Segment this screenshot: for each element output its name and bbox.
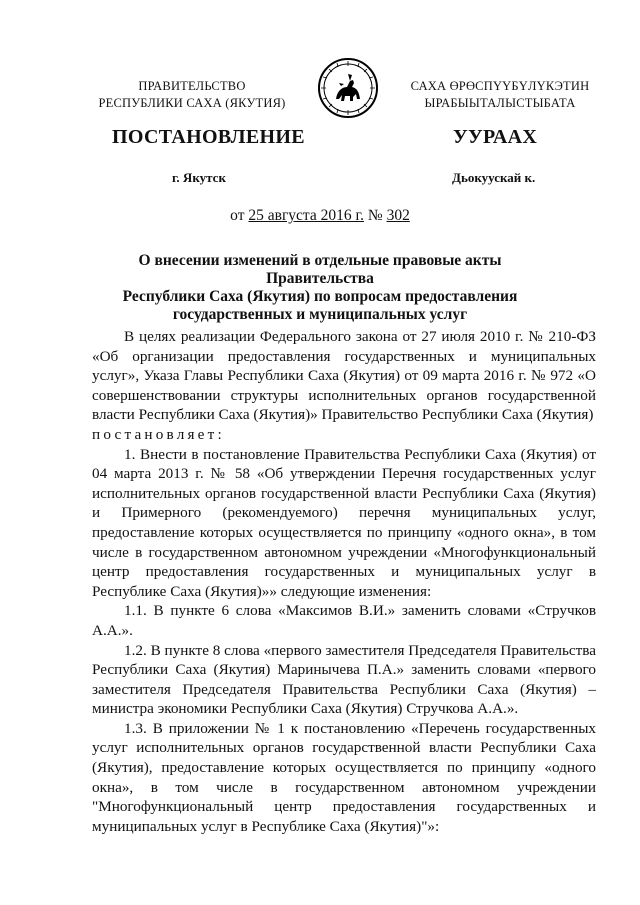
- header-right-line1: САХА ӨРӨСПҮҮБҮЛҮКЭТИН: [410, 79, 590, 93]
- item-1-paragraph: 1. Внести в постановление Правительства Республики Саха (Якутия) от 04 марта 2013 г. № 58 «Об утверждении Перечня государственных услуг исполнительных органов государственной власти Республики Саха (Якутия) и Примерного (рекомендуемого) перечня муниципальных услуг, предоставление которых осуществляется по принципу «одного окна», в том числе в государственном автономном учреждении «Многофункциональный центр предоставления государственных и муниципальных услуг в Республике Саха (Якутия)»» следующие изменения:: [92, 445, 596, 600]
- coat-of-arms-icon: [317, 57, 379, 119]
- header-left-line1: ПРАВИТЕЛЬСТВО: [138, 79, 246, 93]
- header-right-line2: ЫРАБЫЫТАЛЫСТЫБАТА: [424, 96, 576, 110]
- title-line-3: государственных и муниципальных услуг: [172, 306, 468, 323]
- date-prefix: от: [230, 207, 245, 224]
- title-line-2: Республики Саха (Якутия) по вопросам предоставления: [122, 288, 518, 305]
- item-1-2-paragraph: 1.2. В пункте 8 слова «первого заместителя Председателя Правительства Республики Саха (Якутия) Маринычева П.А.» заменить словами «первого заместителя Председателя Правительства Республики Саха (Якутия) – министра экономики Республики Саха (Якутия) Стручкова А.А.».: [92, 641, 596, 718]
- header-right-org: [400, 78, 600, 112]
- item-1-1-paragraph: 1.1. В пункте 6 слова «Максимов В.И.» заменить словами «Стручков А.А.».: [92, 602, 596, 639]
- document-body: [92, 327, 596, 836]
- document-title: [90, 252, 550, 324]
- document-date: 25 августа 2016 г.: [248, 207, 365, 224]
- city-sah: Дьокуускай к.: [452, 170, 536, 185]
- document-number: 302: [386, 207, 410, 224]
- date-line: [0, 207, 640, 225]
- preamble-paragraph: В целях реализации Федерального закона от 27 июля 2010 г. № 210-ФЗ «Об организации предоставления государственных и муниципальных услуг», Указа Главы Республики Саха (Якутия) от 09 марта 2016 г. № 972 «О совершенствовании структуры исполнительных органов государственной власти Республики Саха (Якутия)» Правительство Республики Саха (Якутия): [92, 328, 596, 424]
- header-left-org: [92, 78, 292, 112]
- city-ru: г. Якутск: [172, 170, 226, 185]
- doc-type-ru: ПОСТАНОВЛЕНИЕ: [112, 126, 305, 148]
- header-left-line2: РЕСПУБЛИКИ САХА (ЯКУТИЯ): [98, 96, 286, 110]
- title-line-1: О внесении изменений в отдельные правовые акты Правительства: [138, 252, 502, 287]
- doc-type-sah: УУРААХ: [453, 126, 538, 148]
- number-sign: №: [367, 207, 383, 224]
- decree-word: постановляет:: [92, 425, 225, 443]
- item-1-3-paragraph: 1.3. В приложении № 1 к постановлению «Перечень государственных услуг исполнительных органов государственной власти Республики Саха (Якутия), предоставление которых осуществляется по принципу «одного окна», в том числе в государственном автономном учреждении "Многофункциональный центр предоставления государственных и муниципальных услуг в Республике Саха (Якутия)"»:: [92, 719, 596, 835]
